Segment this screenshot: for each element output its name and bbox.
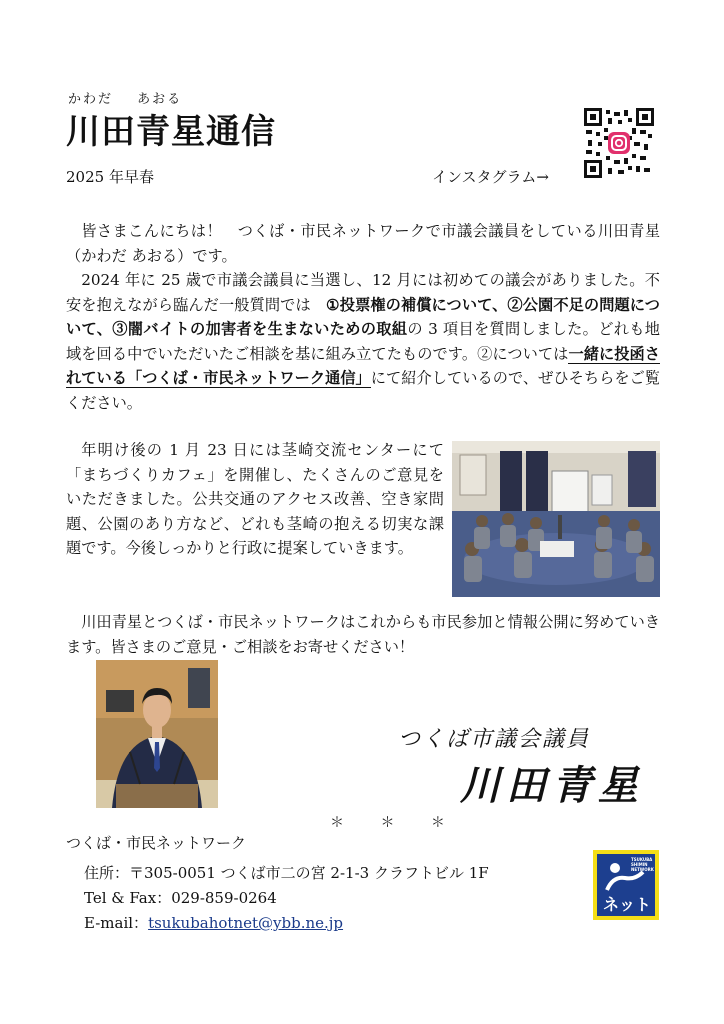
furigana-aoru: あおる [137,92,183,107]
email-label: E-mail： [84,914,149,932]
meeting-photo [452,441,660,597]
instagram-icon [608,132,630,154]
intro-paragraph [66,219,660,415]
enclosed-newsletter-note: 一緒に投函されている「つくば・市民ネットワーク通信」 [66,344,660,387]
signature-name: 川田青星 [460,763,644,809]
cafe-text: 年明け後の 1 月 23 日には茎崎交流センターにて「まちづくりカフェ」を開催し、たくさんのご意見をいただきました。公共交通のアクセス改善、空き家問題、公園のあり方など、どれも茎崎の抱える切実な課題です。今後しっかりと行政に提案していきます。 [66,441,444,557]
newsletter-title: 川田青星通信 [66,112,276,152]
report-text-c: にて紹介しているので、ぜひそちらをご覧ください。 [66,369,660,412]
address-line: 住所：〒305-0051 つくば市二の宮 2-1-3 クラフトビル 1F [84,864,489,882]
logo-small-text: TSUKUBA SHIMIN NETWORK [631,857,654,872]
signature-title: つくば市議会議員 [398,727,591,752]
councillor-portrait-photo [96,660,218,808]
section-separator: ＊ ＊ ＊ [330,815,461,831]
instagram-label: インスタグラム→ [432,168,549,186]
report-text [66,268,660,415]
email-link[interactable]: tsukubahotnet@ybb.ne.jp [148,914,344,932]
question-topics: ①投票権の補償について、②公園不足の問題について、③闇バイトの加害者を生まないための取組 [66,295,660,338]
logo-main-text: ネット [602,895,651,914]
report-text-a: 2024 年に 25 歳で市議会議員に当選し、12 月には初めての議会がありました。不安を抱えながら臨んだ一般質問では [66,271,660,314]
network-logo [593,850,659,920]
organization-name: つくば・市民ネットワーク [66,834,247,852]
email-line [84,912,343,933]
closing-text: 川田青星とつくば・市民ネットワークはこれからも市民参加と情報公開に努めていきます。皆さまのご意見・ご相談をお寄せください！ [66,613,660,656]
qr-code-icon[interactable] [584,108,654,178]
report-text-b: の 3 項目を質問しました。どれも地域を回る中でいただいたご相談を基に組み立てたものです。②については [66,320,660,363]
furigana-kawada: かわだ [68,92,114,107]
tel-fax-line: Tel & Fax：029-859-0264 [84,889,277,907]
cafe-paragraph [66,438,444,561]
closing-paragraph [66,610,660,659]
issue-date: 2025 年早春 [66,168,154,186]
greeting-text: 皆さまこんにちは！ つくば・市民ネットワークで市議会議員をしている川田青星（かわだ あおる）です。 [66,222,660,265]
